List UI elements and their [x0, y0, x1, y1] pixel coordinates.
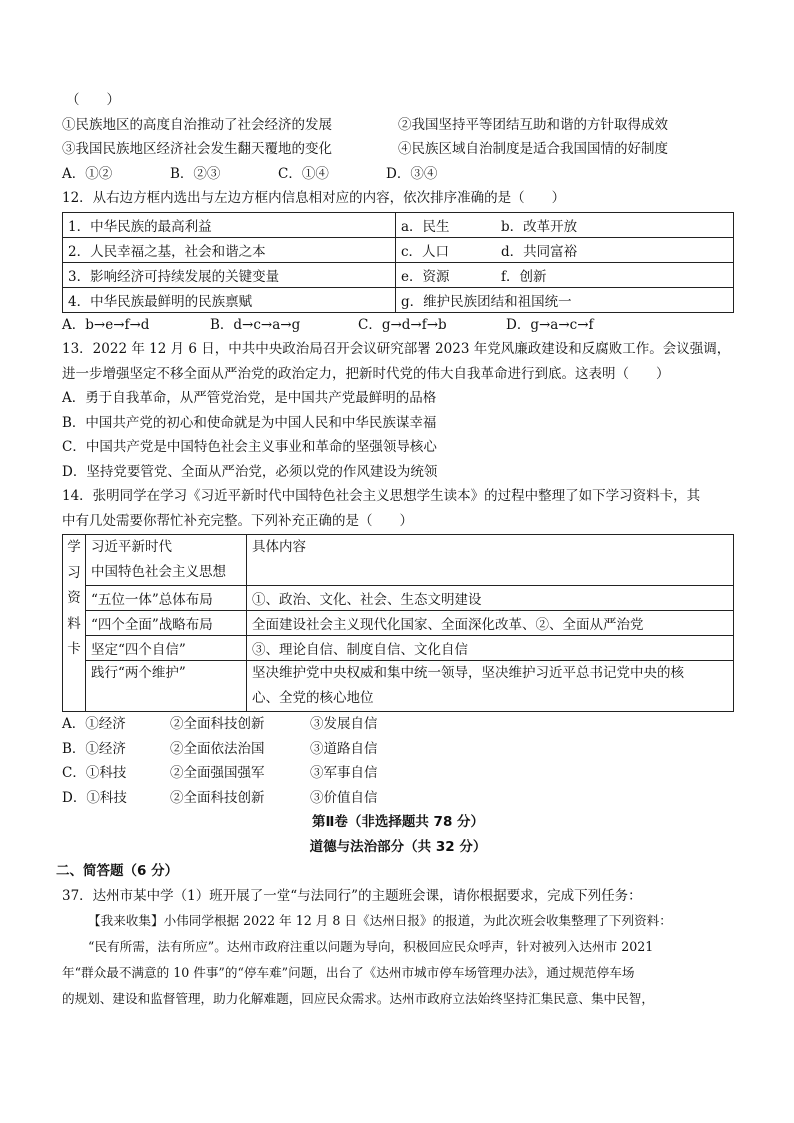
q14-choice-d-1: D．①科技	[62, 789, 127, 806]
q14-header-right: 具体内容	[247, 535, 734, 586]
q12-right-2	[396, 237, 734, 262]
q11-choice-a: A．①②	[62, 165, 113, 182]
q12-left-4: 4．中华民族最鲜明的民族禀赋	[63, 287, 396, 312]
q12-right-d: d．共同富裕	[501, 243, 578, 260]
q14-side-char: 料	[67, 615, 81, 632]
q14-stem-line1: 14．张明同学在学习《习近平新时代中国特色社会主义思想学生读本》的过程中整理了如下学习资料卡，其	[62, 488, 701, 504]
q13-stem-line1: 13．2022 年 12 月 6 日，中共中央政治局召开会议研究部署 2023 年党风廉政建设和反腐败工作。会议强调，	[62, 341, 731, 357]
q14-choice-b-2: ②全面依法治国	[170, 740, 265, 757]
q14-choice-c	[62, 761, 734, 786]
q14-choice-c-3: ③军事自信	[310, 765, 378, 781]
q37-material-line4: 的规划、建设和监督管理，助力化解难题，回应民众需求。达州市政府立法始终坚持汇集民意、集中民智，	[62, 991, 654, 1006]
q14-choice-c-2: ②全面强国强军	[170, 765, 265, 781]
q14-choice-b-3: ③道路自信	[310, 740, 378, 757]
q12-choice-c: C．g→d→f→b	[358, 316, 447, 333]
q12-right-4: g．维护民族团结和祖国统一	[396, 287, 734, 312]
q14-row3-right: ③、理论自信、制度自信、文化自信	[247, 636, 734, 661]
exam-page	[56, 88, 734, 1012]
q14-row4-left: 践行“两个维护”	[86, 661, 247, 712]
q37-material-line2: “民有所需，法有所应”。达州市政府注重以问题为导向，积极回应民众呼声，针对被列入达州市 2021	[88, 939, 654, 954]
q14-side-char: 资	[67, 590, 81, 606]
q13-choice-d: D．坚持党要管党、全面从严治党，必须以党的作风建设为统领	[62, 463, 438, 480]
q11-choices	[62, 162, 734, 187]
q37-material-line3: 年“群众最不满意的 10 件事”的“停车难”问题，出台了《达州市城市停车场管理办法》，通过规范停车场	[62, 965, 635, 980]
q13-choice-a: A．勇于自我革命，从严管党治党，是中国共产党最鲜明的品格	[62, 390, 437, 406]
q12-right-c: c．人口	[401, 243, 450, 260]
q11-paren: （ ）	[66, 92, 120, 108]
q14-side-char: 学	[67, 539, 81, 555]
q12-stem: 12．从右边方框内选出与左边方框内信息相对应的内容，依次排序准确的是（ ）	[62, 190, 566, 206]
q14-side-char: 习	[67, 564, 81, 581]
q14-header-line1: 习近平新时代	[91, 539, 172, 555]
q13-stem-line2: 进一步增强坚定不移全面从严治党的政治定力，把新时代党的伟大自我革命进行到底。这表明（ ）	[62, 365, 670, 382]
q11-option-1: ①民族地区的高度自治推动了社会经济的发展	[62, 116, 332, 133]
q13-choice-c: C．中国共产党是中国特色社会主义事业和革命的坚强领导核心	[62, 439, 437, 455]
q14-choice-a-1: A．①经济	[62, 716, 126, 732]
q37-material-line1: 【我来收集】小伟同学根据 2022 年 12 月 8 日《达州日报》的报道，为此次班会收集整理了下列资料：	[88, 913, 672, 928]
part2-title: 第Ⅱ卷（非选择题共 78 分）	[311, 814, 485, 830]
q14-card-side-label	[63, 535, 86, 712]
q12-choice-b: B．d→c→a→g	[210, 316, 301, 333]
q12-choice-d: D．g→a→c→f	[506, 316, 594, 333]
q14-header-line2: 中国特色社会主义思想	[91, 564, 226, 580]
section-heading: 二、简答题（6 分）	[56, 863, 179, 879]
q11-options-row2	[62, 137, 734, 162]
q12-left-3: 3．影响经济可持续发展的关键变量	[63, 262, 396, 287]
q14-row2-right: 全面建设社会主义现代化国家、全面深化改革、②、全面从严治党	[247, 611, 734, 636]
q12-choices	[62, 313, 734, 338]
q11-choice-b: B．②③	[170, 165, 221, 182]
q12-right-e: e．资源	[401, 268, 450, 285]
q12-right-f: f．创新	[501, 268, 547, 285]
q14-side-char: 卡	[67, 641, 81, 657]
q14-row2-left: “四个全面”战略布局	[86, 611, 247, 636]
q14-choice-d-2: ②全面科技创新	[170, 789, 265, 806]
q14-choice-c-1: C．①科技	[62, 765, 127, 781]
part2-subtitle: 道德与法治部分（共 32 分）	[309, 838, 487, 855]
q12-left-2: 2．人民幸福之基，社会和谐之本	[63, 237, 396, 262]
q12-matching-table	[62, 212, 734, 313]
q13-choice-b: B．中国共产党的初心和使命就是为中国人民和中华民族谋幸福	[62, 414, 437, 431]
q11-option-3: ③我国民族地区经济社会发生翻天覆地的变化	[62, 141, 332, 157]
q14-stem-line2: 中有几处需要你帮忙补充完整。下列补充正确的是（ ）	[62, 512, 413, 529]
q11-options-row1	[62, 113, 734, 138]
q14-row4-right-line2: 心、全党的核心地位	[252, 690, 374, 706]
q37-stem: 37．达州市某中学（1）班开展了一堂“与法同行”的主题班会课，请你根据要求，完成下列任务：	[62, 887, 642, 904]
q14-choice-d	[62, 786, 734, 811]
q12-right-b: b．改革开放	[501, 218, 578, 235]
q12-left-1: 1．中华民族的最高利益	[63, 212, 396, 237]
q14-choice-d-3: ③价值自信	[310, 789, 378, 806]
q11-choice-c: C．①④	[278, 165, 329, 182]
q12-right-3	[396, 262, 734, 287]
q12-right-1	[396, 212, 734, 237]
q14-choice-a-3: ③发展自信	[310, 716, 378, 732]
q14-row4-right-line1: 坚决维护党中央权威和集中统一领导，坚决维护习近平总书记党中央的核	[252, 665, 684, 681]
q11-option-2: ②我国坚持平等团结互助和谐的方针取得成效	[398, 116, 668, 133]
q11-choice-d: D．③④	[386, 165, 438, 182]
q14-choice-a-2: ②全面科技创新	[170, 716, 265, 732]
q14-choice-b	[62, 737, 734, 762]
q12-right-a: a．民生	[401, 218, 450, 235]
q12-choice-a: A．b→e→f→d	[62, 316, 150, 333]
q11-option-4: ④民族区域自治制度是适合我国国情的好制度	[398, 141, 668, 157]
q14-choice-a	[62, 712, 734, 737]
q14-row1-left: “五位一体”总体布局	[86, 586, 247, 611]
q14-study-card-table	[62, 534, 734, 712]
q14-row4-right	[247, 661, 734, 712]
q14-choice-b-1: B．①经济	[62, 740, 126, 757]
q14-header-left	[86, 535, 247, 586]
q14-row1-right: ①、政治、文化、社会、生态文明建设	[247, 586, 734, 611]
q14-row3-left: 坚定“四个自信”	[86, 636, 247, 661]
